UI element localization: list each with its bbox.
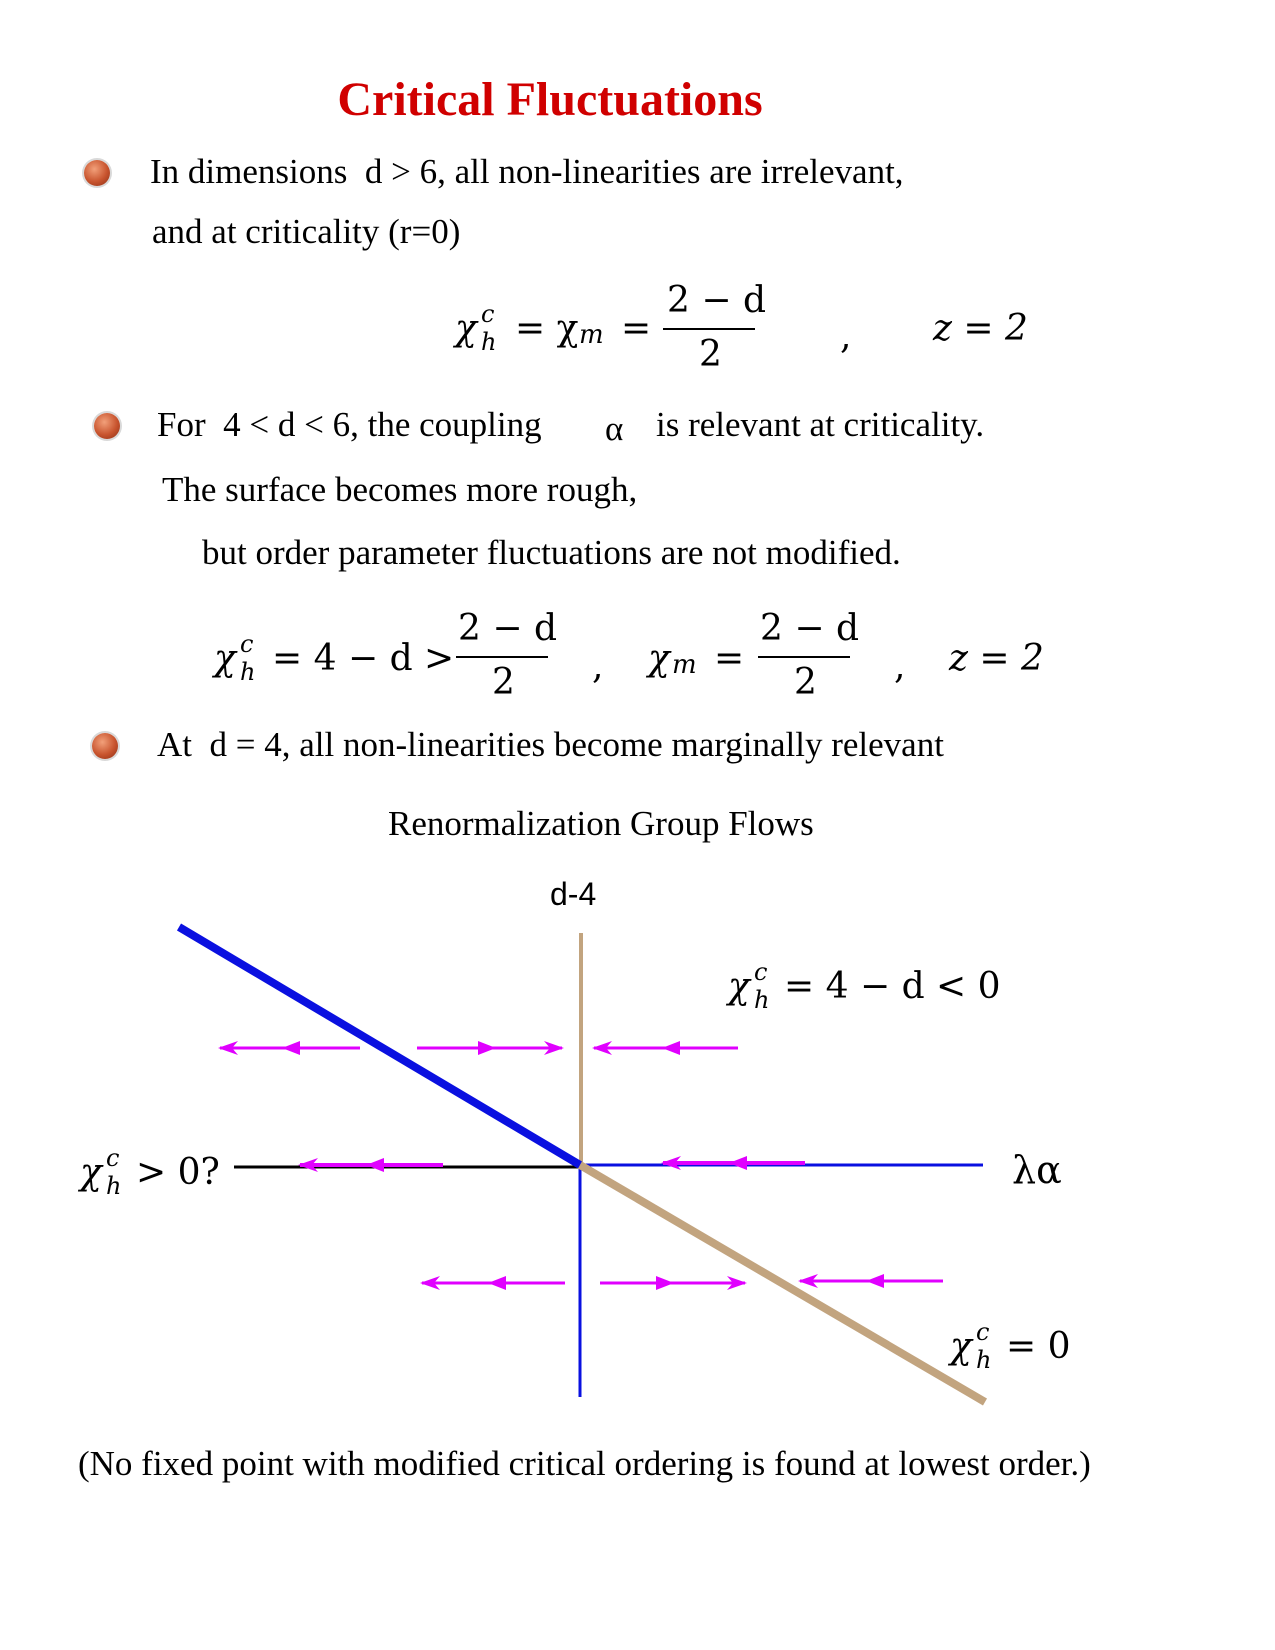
- flow-arrow: [594, 1041, 738, 1055]
- flow-arrow: [422, 1276, 565, 1290]
- superscript-c: c: [240, 630, 254, 658]
- chi-symbol: χ: [728, 966, 750, 1007]
- bullet-3-text-post: , all non-linearities become marginally relevant: [281, 725, 944, 764]
- vertical-axis-label: d-4: [550, 876, 597, 912]
- blue-fixed-line: [179, 927, 580, 1165]
- fraction-1-denominator: 2: [492, 662, 515, 703]
- horizontal-axis-label: λα: [1012, 1148, 1062, 1192]
- bullet-1-text: In dimensions: [150, 152, 348, 191]
- fraction-1-numerator: 2 − d: [458, 608, 557, 649]
- label-lower-right-text: = 0: [1006, 1326, 1071, 1367]
- page-title: Critical Fluctuations: [337, 73, 763, 126]
- subscript-m: m: [579, 320, 604, 350]
- flow-arrow: [600, 1276, 745, 1290]
- flow-arrow: [417, 1041, 562, 1055]
- bullet-2-line-2: The surface becomes more rough,: [162, 470, 638, 509]
- bullet-2-condition: 4 < d < 6: [223, 405, 351, 444]
- subscript-h: h: [481, 328, 497, 356]
- comma: ,: [592, 646, 604, 687]
- diagram-heading: Renormalization Group Flows: [388, 804, 814, 843]
- flow-arrow: [663, 1156, 805, 1170]
- chi-symbol: χ: [455, 308, 477, 349]
- bullet-1-text-post: , all non-linearities are irrelevant,: [437, 152, 904, 191]
- comma: ,: [894, 646, 906, 687]
- flow-arrow: [220, 1041, 360, 1055]
- subscript-h: h: [106, 1172, 122, 1200]
- label-upper-right-text: = 4 − d < 0: [784, 966, 1001, 1007]
- z-equals-2: z = 2: [933, 308, 1028, 349]
- subscript-h: h: [976, 1346, 992, 1374]
- fraction-2-denominator: 2: [794, 662, 817, 703]
- superscript-c: c: [106, 1144, 120, 1172]
- subscript-h: h: [240, 658, 256, 686]
- bullet-2-text-post: is relevant at criticality.: [656, 405, 985, 444]
- chi-symbol: χ: [950, 1326, 972, 1367]
- bullet-3-text: At: [157, 725, 192, 764]
- subscript-m: m: [672, 650, 697, 680]
- footer-note: (No fixed point with modified critical ordering is found at lowest order.): [78, 1444, 1091, 1483]
- flow-arrow: [800, 1274, 943, 1288]
- subscript-h: h: [754, 986, 770, 1014]
- superscript-c: c: [976, 1318, 990, 1346]
- fraction-denominator: 2: [699, 334, 722, 375]
- fraction-numerator: 2 − d: [667, 280, 766, 321]
- flow-arrow: [300, 1158, 443, 1172]
- fraction-2-numerator: 2 − d: [760, 608, 859, 649]
- label-left-text: > 0?: [136, 1152, 220, 1193]
- label-lower-right: [950, 1318, 1110, 1376]
- superscript-c: c: [754, 958, 768, 986]
- alpha-symbol: α: [605, 409, 624, 448]
- equals-sign: =: [621, 308, 652, 349]
- comma: ,: [840, 316, 852, 357]
- bullet-3-condition: d = 4: [209, 725, 282, 764]
- bullet-2-line-3: but order parameter fluctuations are not modified.: [202, 533, 901, 572]
- equals-chi: = χ: [515, 308, 579, 349]
- label-upper-right: [728, 958, 1028, 1016]
- superscript-c: c: [481, 300, 495, 328]
- z-equals-2: z = 2: [949, 638, 1044, 679]
- bullet-1-line-2: and at criticality (r=0): [152, 212, 461, 251]
- chi-m-symbol: χ: [648, 638, 670, 679]
- bullet-2-text-mid: , the coupling: [350, 405, 542, 444]
- equals-sign: =: [714, 638, 745, 679]
- bullet-2-text: For: [157, 405, 206, 444]
- chi-symbol: χ: [80, 1152, 102, 1193]
- bullet-1-condition: d > 6: [364, 152, 438, 191]
- chi-symbol: χ: [214, 638, 236, 679]
- equals-4-minus-d: = 4 − d >: [272, 638, 455, 679]
- label-left: [80, 1144, 240, 1202]
